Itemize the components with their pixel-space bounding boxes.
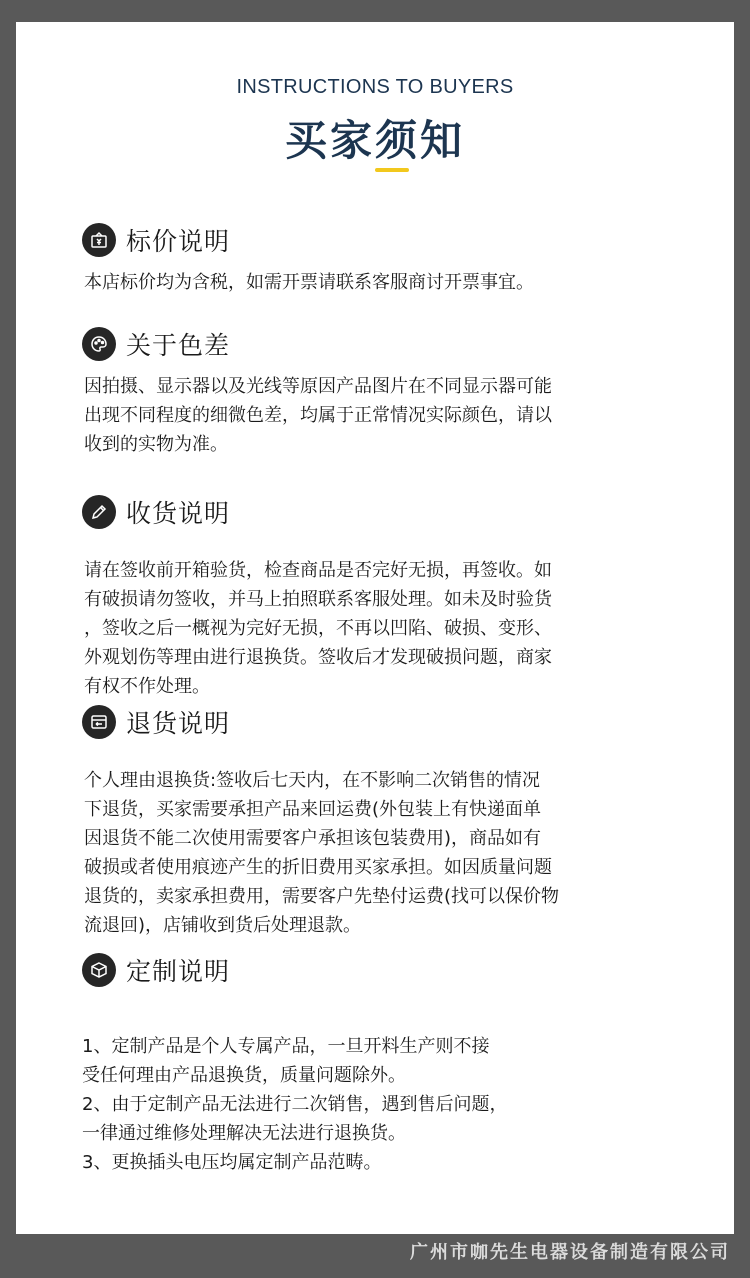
section-color bbox=[82, 326, 702, 459]
section-title: 退货说明 bbox=[126, 709, 231, 738]
section-body: 请在签收前开箱验货，检查商品是否完好无损，再签收。如 有破损请勿签收，并马上拍照联系客服处理。如未及时验货 ，签收之后一概视为完好无损，不再以凹陷、破损、变形、 外观划伤等理由进行退换货。签收后才发现破损问题，商家 有权不作处理。 bbox=[84, 560, 552, 697]
section-header bbox=[82, 326, 702, 362]
section-title: 标价说明 bbox=[126, 227, 231, 256]
section-header bbox=[82, 952, 702, 988]
section-body: 个人理由退换货:签收后七天内，在不影响二次销售的情况 下退货，买家需要承担产品来回运费(外包装上有快递面单 因退货不能二次使用需要客户承担该包装费用)，商品如有 破损或者使用痕迹产生的折旧费用买家承担。如因质量问题 退货的，卖家承担费用，需要客户先垫付运费(找可以保价物 流退回)，店铺收到货后处理退款。 bbox=[84, 770, 560, 936]
return-box-icon bbox=[82, 705, 116, 739]
page-title: 买家须知 bbox=[284, 116, 465, 165]
company-watermark: 广州市咖先生电器设备制造有限公司 bbox=[410, 1242, 730, 1263]
section-body: 因拍摄、显示器以及光线等原因产品图片在不同显示器可能 出现不同程度的细微色差，均属于正常情况实际颜色，请以 收到的实物为准。 bbox=[84, 376, 552, 455]
pen-icon bbox=[82, 495, 116, 529]
section-body: 本店标价均为含税，如需开票请联系客服商讨开票事宜。 bbox=[84, 272, 534, 293]
section-receiving bbox=[82, 494, 702, 701]
custom-box-icon bbox=[82, 953, 116, 987]
section-header bbox=[82, 704, 702, 740]
title-underline bbox=[375, 168, 409, 172]
section-header bbox=[82, 494, 702, 530]
header-subtitle: INSTRUCTIONS TO BUYERS bbox=[236, 76, 514, 98]
palette-icon bbox=[82, 327, 116, 361]
section-header bbox=[82, 222, 702, 258]
section-returns bbox=[82, 704, 702, 940]
section-custom bbox=[82, 952, 702, 1177]
notice-card bbox=[16, 22, 734, 1234]
price-tag-icon bbox=[82, 223, 116, 257]
section-title: 关于色差 bbox=[126, 331, 231, 360]
section-title: 收货说明 bbox=[126, 499, 231, 528]
section-body: 1、定制产品是个人专属产品，一旦开料生产则不接 受任何理由产品退换货，质量问题除外。 2、由于定制产品无法进行二次销售，遇到售后问题， 一律通过维修处理解决无法进行退换货。 3、更换插头电压均属定制产品范畴。 bbox=[82, 1036, 508, 1173]
section-price bbox=[82, 222, 702, 297]
section-title: 定制说明 bbox=[126, 957, 231, 986]
